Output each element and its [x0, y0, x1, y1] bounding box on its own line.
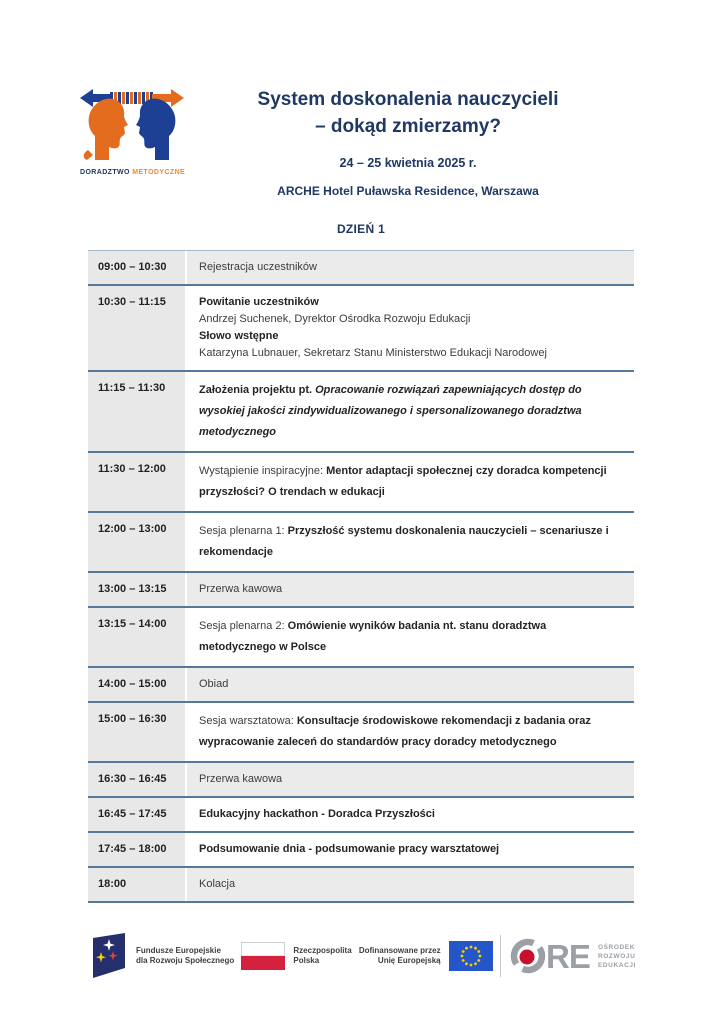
time-cell: 13:15 – 14:00 [88, 608, 185, 666]
logo-wordmark [80, 169, 184, 176]
agenda-text-segment: Rejestracja uczestników [199, 261, 317, 273]
table-row [88, 833, 634, 868]
time-cell: 16:30 – 16:45 [88, 763, 185, 796]
table-row [88, 453, 634, 513]
agenda-table [88, 250, 634, 903]
agenda-text-segment: Podsumowanie dnia - podsumowanie pracy warsztatowej [199, 843, 500, 855]
time-cell: 15:00 – 16:30 [88, 703, 185, 761]
agenda-text-segment: Sesja plenarna 1: [199, 525, 288, 537]
table-row [88, 868, 634, 903]
time-cell: 14:00 – 15:00 [88, 668, 185, 701]
table-row [88, 703, 634, 763]
event-venue: ARCHE Hotel Puławska Residence, Warszawa [277, 184, 539, 198]
poland-label: Rzeczpospolita Polska [293, 946, 352, 965]
table-row [88, 798, 634, 833]
eu-funds-logo [88, 931, 234, 981]
description-cell [187, 453, 634, 511]
agenda-text-segment: Katarzyna Lubnauer, Sekretarz Stanu Ministerstwo Edukacji Narodowej [199, 347, 547, 359]
description-cell [187, 668, 634, 701]
agenda-text-segment: Omówienie wyników badania nt. stanu doradztwa metodycznego w Polsce [199, 620, 547, 653]
poland-logo [241, 942, 351, 970]
description-cell [187, 608, 634, 666]
table-row [88, 763, 634, 798]
description-cell [187, 763, 634, 796]
description-cell [187, 251, 634, 284]
ore-logo [508, 934, 636, 978]
time-cell: 18:00 [88, 868, 185, 901]
ore-logo-icon [508, 934, 592, 978]
time-cell: 11:30 – 12:00 [88, 453, 185, 511]
table-row [88, 668, 634, 703]
eu-cofunded-label: Dofinansowane przez Unię Europejską [358, 946, 441, 965]
agenda-text-segment: Konsultacje środowiskowe rekomendacji z badania oraz wypracowanie zaleceń do standardów pracy doradcy metodycznego [199, 715, 591, 748]
time-cell: 16:45 – 17:45 [88, 798, 185, 831]
time-cell: 17:45 – 18:00 [88, 833, 185, 866]
two-heads-arrows-icon [80, 86, 184, 162]
eu-flag-icon [449, 941, 493, 971]
agenda-text-segment: Przyszłość systemu doskonalenia nauczycieli – scenariusze i rekomendacje [199, 525, 609, 558]
day-heading: DZIEŃ 1 [336, 222, 386, 236]
logo-word-metodyczne: METODYCZNE [132, 169, 186, 176]
agenda-text-segment: Obiad [199, 678, 229, 690]
agenda-text-segment: Edukacyjny hackathon - Doradca Przyszłości [199, 808, 435, 820]
doradztwo-metodyczne-logo [80, 86, 184, 176]
agenda-text-segment: Opracowanie rozwiązań zapewniających dostęp do wysokiej jakości zindywidualizowanego i spersonalizowanego doradztwa metodycznego [199, 384, 582, 438]
description-cell [187, 513, 634, 571]
agenda-text-segment: Wystąpienie inspiracyjne: [199, 465, 327, 477]
agenda-text-segment: Powitanie uczestników [199, 296, 319, 308]
table-row [88, 608, 634, 668]
agenda-text-segment: Sesja warsztatowa: [199, 715, 297, 727]
agenda-text-segment: Przerwa kawowa [199, 773, 283, 785]
eu-cofunded-logo [359, 941, 493, 971]
header [180, 86, 636, 198]
time-cell: 13:00 – 13:15 [88, 573, 185, 606]
eu-funds-flag-icon [88, 931, 128, 981]
agenda-text-segment: Założenia projektu pt. [199, 384, 316, 396]
agenda-text-segment: Andrzej Suchenek, Dyrektor Ośrodka Rozwoju Edukacji [199, 313, 471, 325]
table-row [88, 513, 634, 573]
description-cell [187, 798, 634, 831]
description-cell [187, 573, 634, 606]
agenda-text-segment: Kolacja [199, 878, 236, 890]
description-cell [187, 372, 634, 451]
time-cell: 09:00 – 10:30 [88, 251, 185, 284]
event-date: 24 – 25 kwietnia 2025 r. [339, 156, 477, 170]
description-cell [187, 703, 634, 761]
agenda-text-segment: Przerwa kawowa [199, 583, 283, 595]
table-row [88, 573, 634, 608]
ore-letters: RE [545, 938, 590, 975]
table-row [88, 372, 634, 453]
ore-label: OŚRODEK ROZWOJU EDUKACJI [597, 943, 636, 969]
description-cell [187, 868, 634, 901]
time-cell: 11:15 – 11:30 [88, 372, 185, 451]
time-cell: 12:00 – 13:00 [88, 513, 185, 571]
agenda-text-segment: Sesja plenarna 2: [199, 620, 288, 632]
description-cell [187, 286, 634, 370]
page-title [180, 86, 636, 140]
description-cell [187, 833, 634, 866]
agenda-text-segment: Mentor adaptacji społecznej czy doradca kompetencji przyszłości? O trendach w edukacji [199, 465, 607, 498]
time-cell: 10:30 – 11:15 [88, 286, 185, 370]
footer-divider [500, 935, 501, 977]
eu-funds-label: Fundusze Europejskie dla Rozwoju Społecznego [136, 946, 235, 965]
logo-word-doradztwo: DORADZTWO [80, 169, 130, 176]
table-row [88, 286, 634, 372]
poland-flag-icon [241, 942, 285, 970]
agenda-text-segment: Słowo wstępne [199, 330, 279, 342]
table-row [88, 251, 634, 286]
title-line-2: – dokąd zmierzamy? [315, 116, 501, 137]
footer-logos [88, 928, 636, 984]
title-line-1: System doskonalenia nauczycieli [257, 89, 559, 110]
